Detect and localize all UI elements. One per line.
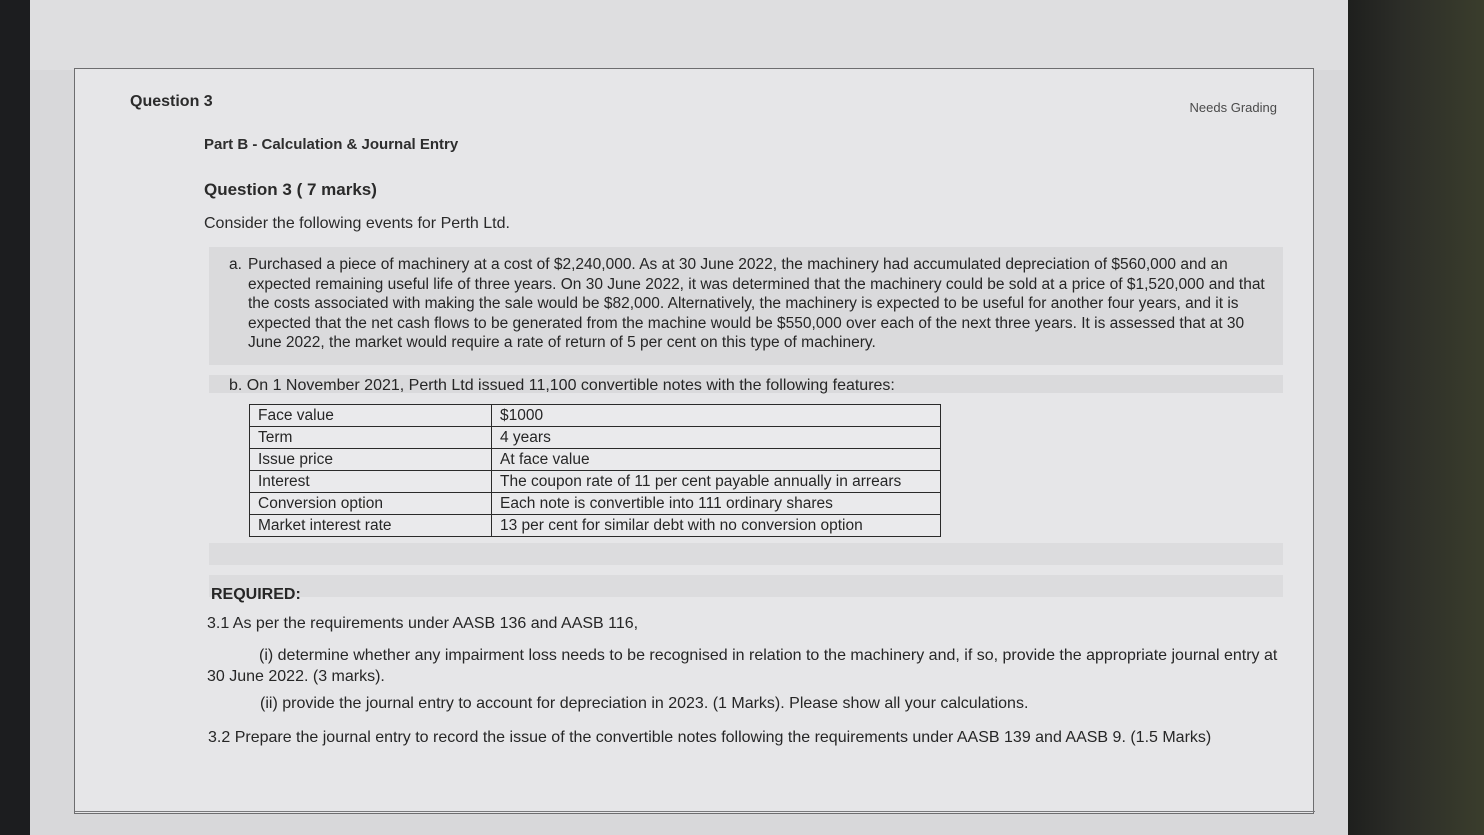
divider: [75, 811, 1315, 812]
table-row: [250, 427, 941, 449]
table-row: [250, 493, 941, 515]
intro-text: Consider the following events for Perth Ltd.: [204, 215, 510, 232]
screen: [30, 0, 1348, 835]
feature-label: Face value: [250, 405, 492, 427]
feature-label: Issue price: [250, 449, 492, 471]
requirement-3-1-i: (i) determine whether any impairment loss needs to be recognised in relation to the machinery and, if so, provide the appropriate journal entry at 30 June 2022. (3 marks).: [207, 647, 1278, 685]
table-row: [250, 471, 941, 493]
spacer-bar: [209, 543, 1283, 565]
table-row: [250, 405, 941, 427]
feature-value: The coupon rate of 11 per cent payable annually in arrears: [492, 471, 941, 493]
required-heading: REQUIRED:: [211, 586, 301, 603]
monitor-bezel-right: [1348, 0, 1484, 835]
table-row: [250, 515, 941, 537]
spacer-bar: [209, 575, 1283, 597]
feature-value: 4 years: [492, 427, 941, 449]
feature-value: $1000: [492, 405, 941, 427]
grading-status: Needs Grading: [1189, 100, 1277, 115]
feature-label: Conversion option: [250, 493, 492, 515]
event-b-text: b. On 1 November 2021, Perth Ltd issued 11,100 convertible notes with the following features:: [229, 377, 895, 394]
feature-value: At face value: [492, 449, 941, 471]
question-heading: Question 3 ( 7 marks): [204, 180, 377, 199]
event-a-text: Purchased a piece of machinery at a cost of $2,240,000. As at 30 June 2022, the machinery had accumulated depreciation of $560,000 and an expected remaining useful life of three years. On 30 June 2022, it was determined that the machinery could be sold at a price of $1,520,000 and that the costs associated with making the sale would be $82,000. Alternatively, the machinery is expected to be useful for another four years, and it is expected that the net cash flows to be generated from the machine would be $550,000 over each of the next three years. It is assessed that at 30 June 2022, the market would require a rate of return of 5 per cent on this type of machinery.: [248, 256, 1265, 351]
requirement-3-2: 3.2 Prepare the journal entry to record the issue of the convertible notes following the requirements under AASB 139 and AASB 9. (1.5 Marks): [208, 729, 1212, 746]
table-row: [250, 449, 941, 471]
requirement-3-1-ii: (ii) provide the journal entry to account for depreciation in 2023. (1 Marks). Please show all your calculations.: [260, 695, 1029, 712]
feature-label: Term: [250, 427, 492, 449]
features-table: [249, 404, 941, 537]
question-panel: [74, 68, 1314, 814]
part-heading: Part B - Calculation & Journal Entry: [204, 136, 459, 153]
event-a-block: [209, 247, 1283, 365]
event-a: [229, 255, 1269, 353]
feature-label: Market interest rate: [250, 515, 492, 537]
requirement-3-1: 3.1 As per the requirements under AASB 136 and AASB 116,: [207, 615, 639, 632]
question-title: Question 3: [130, 93, 213, 110]
top-band: [30, 0, 1348, 70]
event-a-label: a.: [229, 256, 242, 273]
feature-value: Each note is convertible into 111 ordinary shares: [492, 493, 941, 515]
feature-label: Interest: [250, 471, 492, 493]
monitor-bezel-left: [0, 0, 30, 835]
feature-value: 13 per cent for similar debt with no conversion option: [492, 515, 941, 537]
